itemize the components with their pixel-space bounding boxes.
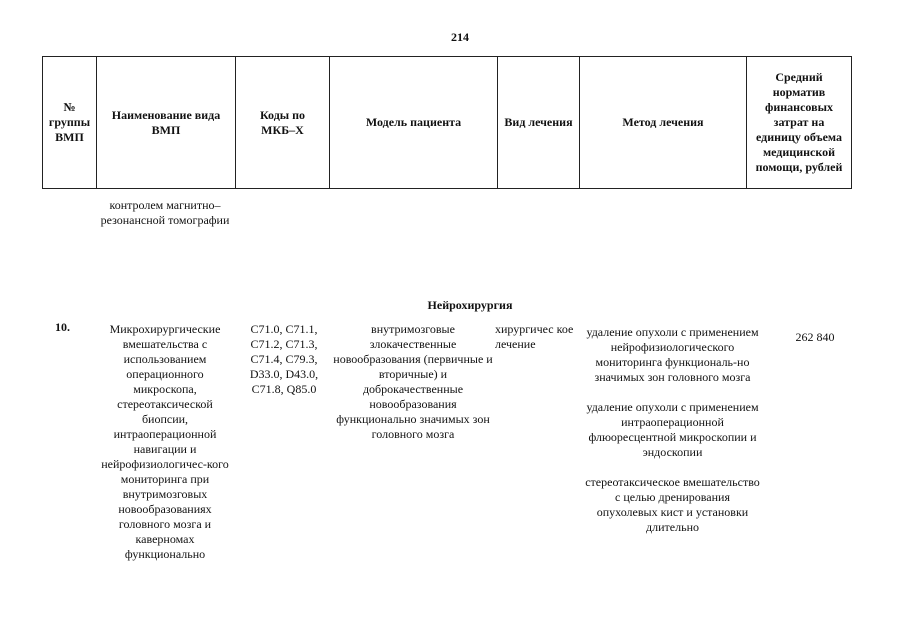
header-col-number-label: № группы ВМП bbox=[48, 100, 91, 144]
row-vid: хирургичес кое лечение bbox=[495, 322, 574, 351]
section-title: Нейрохирургия bbox=[427, 298, 513, 312]
header-col-model-label: Модель пациента bbox=[365, 115, 462, 129]
header-col-cost-label: Средний норматив финансовых затрат на единицу объема медицинской помощи, рублей bbox=[755, 70, 843, 174]
method-item: удаление опухоли с применением нейрофизиологического мониторинга функциональ-но значимых зон головного мозга bbox=[586, 325, 759, 384]
row-number: 10. bbox=[55, 320, 70, 334]
header-col-method bbox=[580, 57, 747, 188]
header-col-cost bbox=[747, 57, 851, 188]
header-col-method-label: Метод лечения bbox=[622, 115, 704, 129]
row-vmp-name: Микрохирургические вмешательства с использованием операционного микроскопа, стереотаксической биопсии, интраоперационной навигации и нейрофизиологичес-кого мониторинга при внутримозговых новообразованиях головного мозга и каверномах функционально bbox=[101, 322, 229, 561]
header-col-vid bbox=[498, 57, 580, 188]
header-col-model bbox=[330, 57, 498, 188]
header-col-codes bbox=[236, 57, 330, 188]
page-number: 214 bbox=[451, 30, 469, 44]
header-col-number bbox=[43, 57, 97, 188]
row-methods bbox=[585, 325, 760, 550]
table-header bbox=[42, 56, 852, 189]
header-col-name bbox=[97, 57, 236, 188]
row-model: внутримозговые злокачественные новообразования (первичные и вторичные) и доброкачественные новообразования функционально значимых зон головного мозга bbox=[333, 322, 493, 441]
method-item: стереотаксическое вмешательство с целью дренирования опухолевых кист и установки длительно bbox=[585, 475, 760, 534]
method-item: удаление опухоли с применением интраоперационной флюоресцентной микроскопии и эндоскопии bbox=[586, 400, 759, 459]
row-codes: C71.0, C71.1, C71.2, C71.3, C71.4, C79.3, D33.0, D43.0, C71.8, Q85.0 bbox=[249, 322, 319, 396]
header-col-vid-label: Вид лечения bbox=[504, 115, 573, 129]
header-col-codes-label: Коды по МКБ–Х bbox=[259, 107, 306, 137]
continuation-vmp-name: контролем магнитно–резонансной томографии bbox=[100, 198, 230, 227]
row-cost: 262 840 bbox=[795, 330, 835, 344]
header-col-name-label: Наименование вида ВМП bbox=[111, 107, 221, 137]
